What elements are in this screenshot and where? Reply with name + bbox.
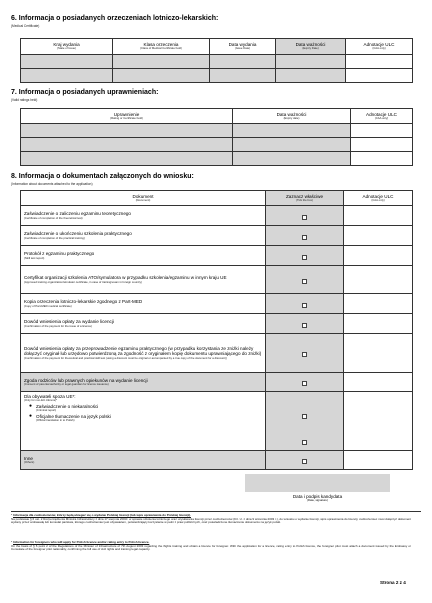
input-rating-expiry-1[interactable] — [233, 124, 351, 138]
footnote-english: * Information for foreigners who will apply for Polish licence and/or rating entry to Polish licence. On the basis of § 6 point 2 of the Regulations of the Minister of Infrastructure of 7th August 2003 regarding the flights training and obtain a licence for foreigner. With the application for a licence, rating entry to Polish licence, the foreigner pilot must attach a document issued by the Embassy or Consulate of the foreigner pilot nationality, confirming the full use of civil rights and training legal capacity. — [11, 540, 411, 552]
input-expiry-1[interactable] — [276, 55, 346, 69]
footnote-polish: * Informacja dla cudzoziemców, którzy będą ubiegać się o wydanie Polskiej licencji (lub wpis uprawnienia do Polskiej licencji). Na podstawie § 6 ust. 2 Rozporządzenia Ministra Infrastruktury z dnia 17 sierpnia 2003r. w sprawie szkolenia lotniczego oraz uzyskiwania licencji przez cudzoziemców (Dz. U. z dnia 9 września 2003 r.), do wniosku o wydanie licencji, wpis uprawnienia do licencji, cudzoziemiec musi dołączyć dokument wydany przez ambasadę lub konsulat państwa, którego cudzoziemiec jest obywatelem, potwierdzający korzystanie w pełni z praw publicznych, oraz poświadczone tłumaczenie dokumentu na język polski. — [11, 513, 411, 525]
doc-ato-certificate: Certyfikat organizacji szkolenia ATO/symulatora w przypadku szkolenia/egzaminu w innym kraju UE (Approved training organization/simulator certificate, in case of training/exam in foreign country) — [21, 266, 266, 294]
doc-caa-8 — [344, 373, 413, 392]
doc-skill-test: Protokół z egzaminu praktycznego (Skill test report) — [21, 246, 266, 266]
header-expiry-date: Data ważności (Expiry Date) — [276, 39, 346, 55]
doc-caa-2 — [344, 226, 413, 246]
section6-title: 6. Informacja o posiadanych orzeczeniach lotniczo-lekarskich: — [11, 15, 219, 22]
input-state-2[interactable] — [21, 69, 113, 83]
doc-caa-7 — [344, 334, 413, 373]
non-eu-criminal-report: ● Zaświadczenie o niekaralności (Criminal report) — [29, 402, 99, 413]
doc-medical-copy-checkbox[interactable] — [302, 303, 307, 308]
section8-subtitle: (Information about documents attached to the application) — [11, 182, 93, 186]
doc-exam-fee: Dowód wniesienia opłaty za przeprowadzenie egzaminu praktycznego (w przypadku korzystania ze zniżki należy dołączyć oryginał lub urzędowo potwierdzoną za zgodność z oryginałem kopię dokumentu uprawniającego do zniżki) (Confirmation of the payment for theoretical and practical skill test (using a discount must be original or accompanied by a true copy of the document for a discount)) — [21, 334, 266, 373]
header-tick: Zaznacz właściwe (Tick the box) — [266, 191, 344, 206]
doc-caa-10 — [344, 451, 413, 470]
header-doc-caa: Adnotacje ULC (CAA only) — [344, 191, 413, 206]
doc-practical-training: Zaświadczenie o ukończeniu szkolenia praktycznego (Certificate of completion of the practical training) — [21, 226, 266, 246]
section7-subtitle: (Valid ratings held) — [11, 98, 38, 102]
input-state-1[interactable] — [21, 55, 113, 69]
doc-parental-consent: Zgoda rodziców lub prawnych opiekunów na wydanie licencji (Consent of parental authority or legal guardian for licence issuance) — [21, 373, 266, 392]
documents-table — [20, 190, 413, 470]
doc-ato-certificate-checkbox[interactable] — [302, 279, 307, 284]
medical-certificate-table — [20, 38, 413, 83]
input-issue-2[interactable] — [210, 69, 276, 83]
non-eu-label-en: (Only for non-EU citizens)* — [24, 398, 58, 403]
doc-non-eu — [21, 392, 266, 451]
doc-licence-fee-checkbox[interactable] — [302, 323, 307, 328]
header-rating-expiry: Data ważności (Expiry date) — [233, 109, 351, 124]
doc-other-checkbox[interactable] — [302, 459, 307, 464]
doc-caa-9 — [344, 392, 413, 451]
doc-medical-copy: Kopia orzeczenia lotniczo-lekarskie zgodnego z Part-MED (Copy of Part-MED medical certificate) — [21, 294, 266, 314]
caa-notes-2 — [346, 69, 413, 83]
doc-caa-6 — [344, 314, 413, 334]
doc-licence-fee: Dowód wniesienia opłaty za wydanie licencji (Confirmation of the payment for the issue of a licence) — [21, 314, 266, 334]
rating-caa-3 — [351, 152, 413, 166]
header-class: Klasa orzeczenia (Class of Medical Certificate held) — [113, 39, 210, 55]
signature-label: Data i podpis kandydata (Date, signature) — [292, 494, 343, 502]
section6-subtitle: (Medical Certificate) — [11, 24, 40, 28]
header-document: Dokument (Document) — [21, 191, 266, 206]
input-issue-1[interactable] — [210, 55, 276, 69]
input-expiry-2[interactable] — [276, 69, 346, 83]
section7-title: 7. Informacja o posiadanych uprawnieniach: — [11, 89, 159, 96]
doc-parental-consent-checkbox[interactable] — [302, 381, 307, 386]
header-state-of-issue: Kraj wydania (State of Issue) — [21, 39, 113, 55]
non-eu-translation: ● Oficjalne tłumaczenie na język polski (Official translation in to Polish) — [29, 412, 111, 423]
input-rating-expiry-2[interactable] — [233, 138, 351, 152]
rating-caa-2 — [351, 138, 413, 152]
doc-caa-4 — [344, 266, 413, 294]
non-eu-criminal-checkbox[interactable] — [302, 414, 307, 419]
non-eu-translation-checkbox[interactable] — [302, 440, 307, 445]
section8-title: 8. Informacja o dokumentach załączonych do wniosku: — [11, 173, 194, 180]
caa-notes-1 — [346, 55, 413, 69]
header-rating: Uprawnienie (Rating or Certificate held) — [21, 109, 233, 124]
doc-caa-1 — [344, 206, 413, 226]
doc-other: Inne (Others) — [21, 451, 266, 470]
header-caa-notes: Adnotacje ULC (CAA only) — [346, 39, 413, 55]
input-rating-expiry-3[interactable] — [233, 152, 351, 166]
input-class-2[interactable] — [113, 69, 210, 83]
doc-theory-test-checkbox[interactable] — [302, 215, 307, 220]
doc-practical-training-checkbox[interactable] — [302, 235, 307, 240]
non-eu-label: Dla obywateli spoza UE*: — [24, 394, 76, 399]
input-class-1[interactable] — [113, 55, 210, 69]
header-rating-caa: Adnotacje ULC (CAA only) — [351, 109, 413, 124]
footnote-separator — [11, 511, 421, 512]
ratings-table — [20, 108, 413, 166]
doc-caa-5 — [344, 294, 413, 314]
header-issue-date: Data wydania (Issue Date) — [210, 39, 276, 55]
page-number: Strona 2 z 4 — [380, 580, 406, 585]
doc-theory-test: Zaświadczenie o zaliczeniu egzaminu teoretycznego (Certificate of completion of the theoretical test) — [21, 206, 266, 226]
rating-caa-1 — [351, 124, 413, 138]
input-rating-2[interactable] — [21, 138, 233, 152]
signature-field[interactable] — [245, 474, 390, 492]
input-rating-1[interactable] — [21, 124, 233, 138]
input-rating-3[interactable] — [21, 152, 233, 166]
doc-caa-3 — [344, 246, 413, 266]
doc-skill-test-checkbox[interactable] — [302, 255, 307, 260]
doc-exam-fee-checkbox[interactable] — [302, 352, 307, 357]
